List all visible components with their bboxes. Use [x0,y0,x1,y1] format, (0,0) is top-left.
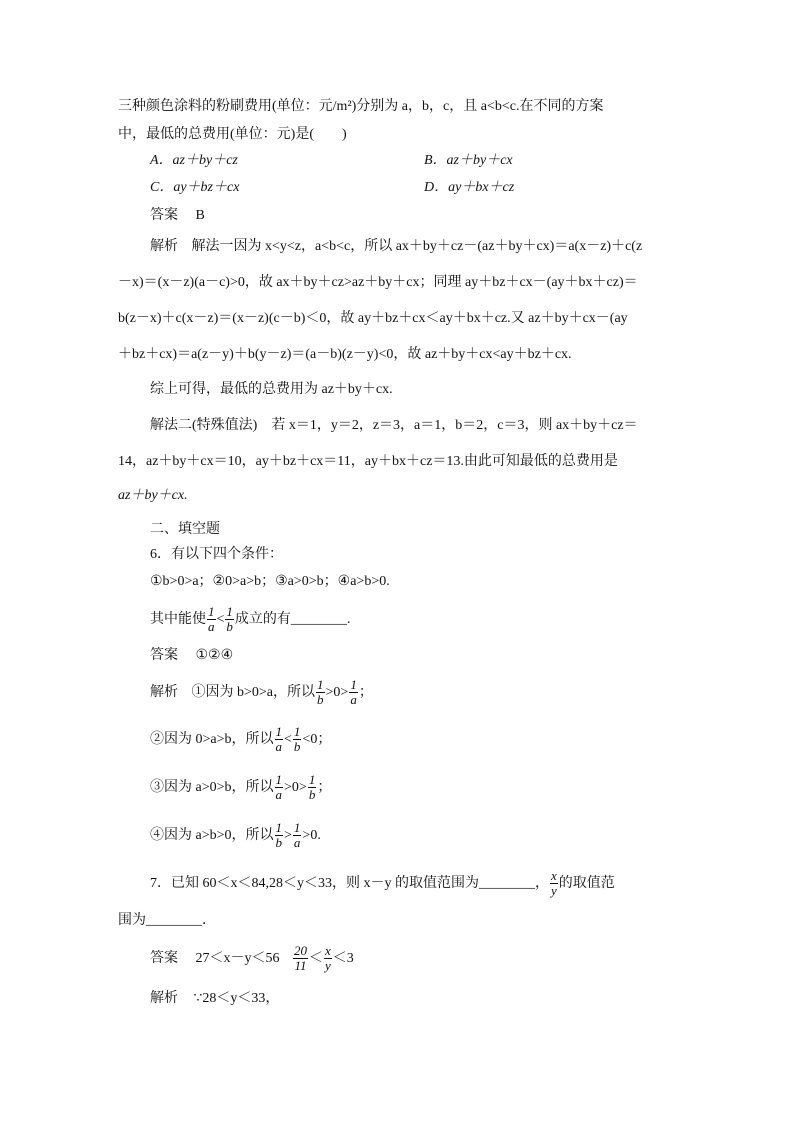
fraction-1-over-a: $\frac{1}{a}$ [208,604,215,635]
fraction-1-over-a: $\frac{1}{a}$ [275,772,283,803]
solution5-line4: ＋bz＋cx)＝a(z－y)＋b(y－z)＝(a－b)(z－y)<0，故 az＋by＋cx<ay＋bz＋cx. [118,347,572,362]
problem5-stem-line1: 三种颜色涂料的粉刷费用(单位：元/m²)分别为 a，b，c，且 a<b<c.在不同的方案 [118,99,604,114]
solution5-text1: 解法一因为 x<y<z，a<b<c，所以 ax＋by＋cz－(az＋by＋cx)＝a(x－z)＋c(z [191,239,643,254]
problem6-conditions: ①b>0>a；②0>a>b；③a>0>b；④a>b>0. [150,574,390,589]
solution5-method2-line2: 14，az＋by＋cx＝10，ay＋bz＋cx＝11，ay＋bx＋cz＝13.由此可知最低的总费用是 [118,454,618,469]
problem7-stem-line1: 7．已知 60＜x＜84,28＜y＜33，则 x－y 的取值范围为________， $\frac{x}{y}$ 的取值范 [150,868,615,899]
problem6-stem: 6．有以下四个条件： [150,547,283,562]
solution5-method2-line3: az＋by＋cx. [118,488,188,503]
fraction-1-over-a: $\frac{1}{a}$ [275,724,283,755]
answer7-range1: 27＜x－y＜56 [195,951,280,966]
option-a: A．az＋by＋cz [150,153,238,168]
fraction-1-over-b: $\frac{1}{b}$ [317,677,324,708]
solution-label: 解析 [150,684,178,700]
question-suffix: 成立的有________. [234,612,351,627]
less-than: < [216,612,225,627]
option-d: D．ay＋bx＋cz [424,180,515,195]
question-prefix: 其中能使 [150,612,206,627]
solution-label: 解析 [150,238,178,254]
answer5-value: B [195,208,205,223]
answer5-row [150,206,205,225]
solution6-item1: 解析 ①因为 b>0>a，所以 $\frac{1}{b}$ >0> $\frac{1}{a}$ ； [150,677,373,708]
solution6-item4: ④因为 a>b>0，所以 $\frac{1}{b}$ > $\frac{1}{a}$ >0. [150,820,321,851]
answer-label: 答案 [150,207,178,223]
answer-label: 答案 [150,950,178,966]
fraction-1-over-a: $\frac{1}{a}$ [293,820,301,851]
fraction-1-over-b: $\frac{1}{b}$ [308,772,316,803]
problem7-stem-line2: 围为________． [118,913,216,928]
solution5-line2: －x)＝(x－z)(a－c)>0，故 ax＋by＋cz>az＋by＋cx；同理 ay＋bz＋cx－(ay＋bx＋cz)＝ [118,275,638,290]
solution6-item2: ②因为 0>a>b，所以 $\frac{1}{a}$ < $\frac{1}{b}$ <0； [150,724,332,755]
fraction-x-over-y: $\frac{x}{y}$ [551,868,557,899]
section-heading-fill-in: 二、填空题 [150,521,220,537]
solution5-method2-line1: 解法二(特殊值法) 若 x＝1，y＝2，z＝3，a＝1，b＝2，c＝3，则 ax＋by＋cz＝ [150,418,638,433]
solution6-item3: ③因为 a>0>b，所以 $\frac{1}{a}$ >0> $\frac{1}{b}$ ； [150,772,332,803]
option-c: C．ay＋bz＋cx [150,180,240,195]
fraction-20-over-11: $\frac{20}{11}$ [294,943,307,974]
answer-label: 答案 [150,647,178,663]
solution-label: 解析 [150,990,178,1006]
solution5-line1 [150,237,642,256]
option-b: B．az＋by＋cx [424,153,513,168]
fraction-x-over-y: $\frac{x}{y}$ [325,943,331,974]
answer6-row [150,646,233,665]
fraction-1-over-b: $\frac{1}{b}$ [226,604,233,635]
answer7-row: 答案 27＜x－y＜56 $\frac{20}{11}$ ＜ $\frac{x}{y}$ ＜3 [150,943,354,974]
solution5-line3: b(z－x)＋c(x－z)＝(x－z)(c－b)＜0，故 ay＋bz＋cx＜ay＋bx＋cz.又 az＋by＋cx－(ay [118,311,628,326]
fraction-1-over-b: $\frac{1}{b}$ [293,724,301,755]
answer6-value: ①②④ [195,648,234,663]
solution7-row [150,989,279,1008]
problem6-question [150,602,350,638]
solution5-summary: 综上可得，最低的总费用为 az＋by＋cx. [150,382,393,397]
fraction-1-over-b: $\frac{1}{b}$ [275,820,283,851]
fraction-1-over-a: $\frac{1}{a}$ [350,677,357,708]
solution7-text: ∵28＜y＜33， [193,991,280,1006]
problem5-stem-line2: 中，最低的总费用(单位：元)是( ) [118,127,347,142]
